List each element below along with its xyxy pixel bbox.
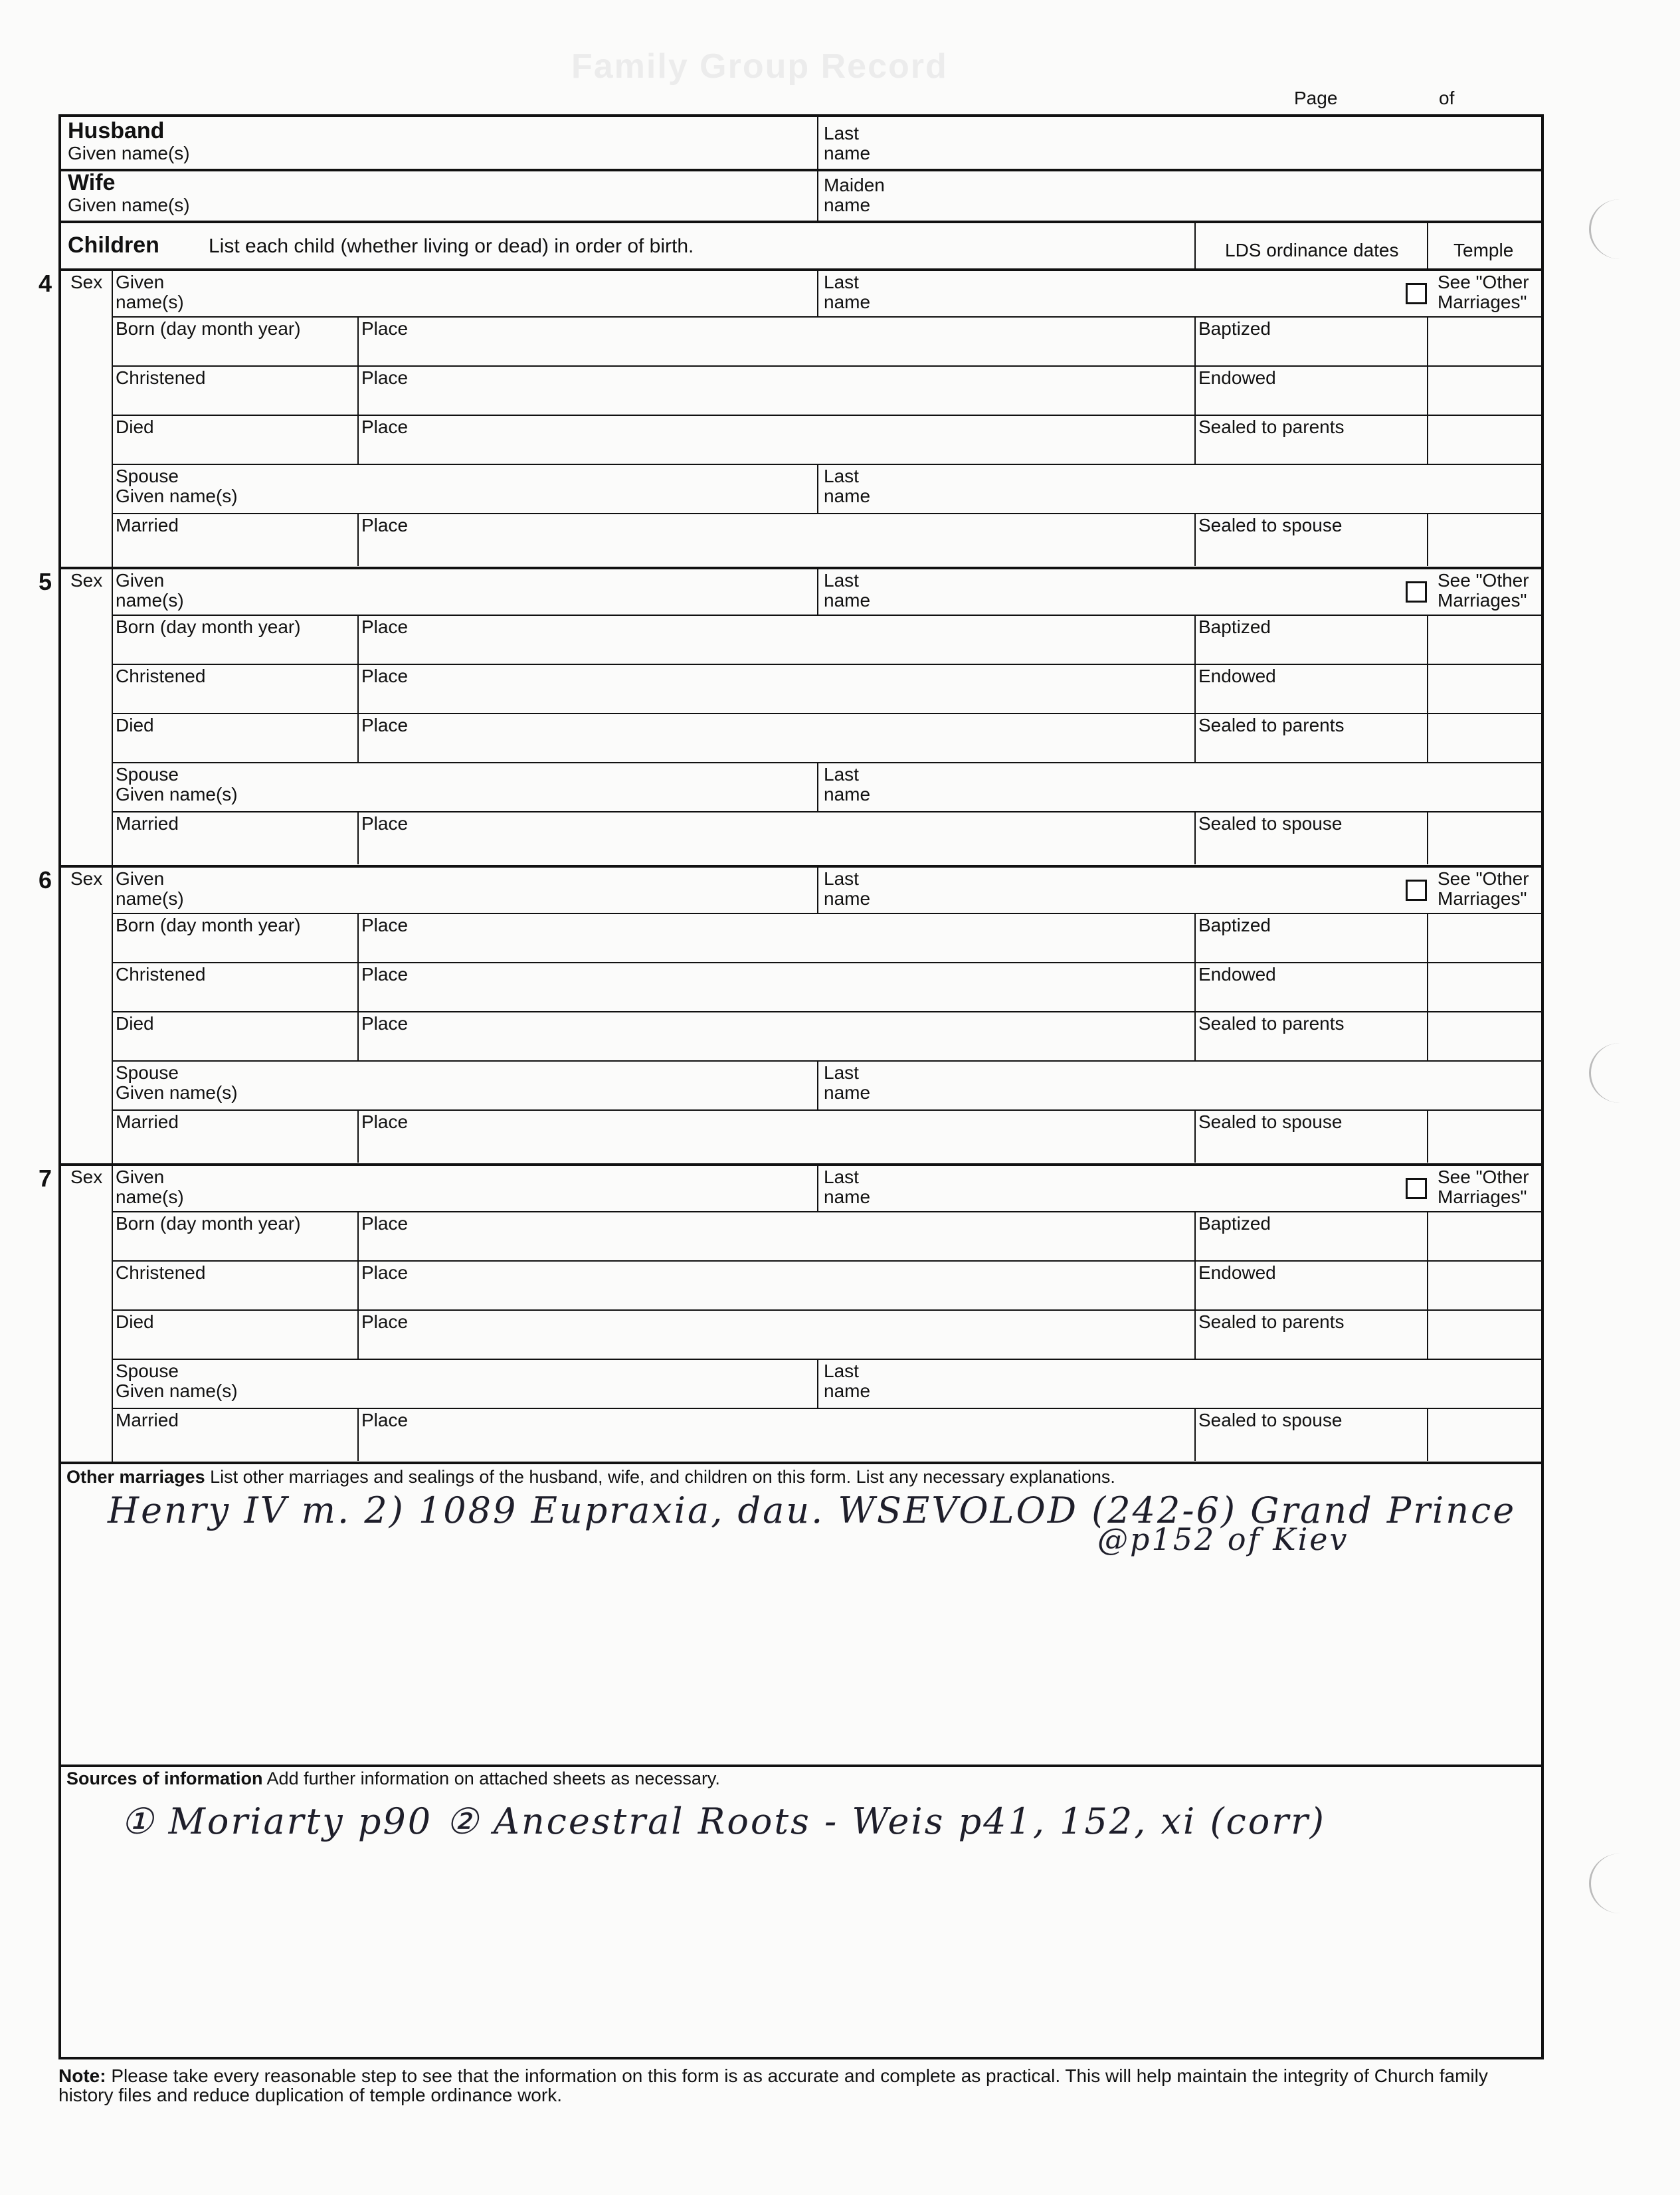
sealed-spouse-label: Sealed to spouse (1198, 1111, 1343, 1132)
spouse-label: Spouse (116, 1361, 179, 1381)
given-label: name(s) (116, 292, 184, 312)
divider (112, 268, 113, 316)
see-other-marriages-label: Marriages" (1438, 590, 1527, 611)
child-block (39, 268, 1541, 567)
temple-label: Temple (1453, 240, 1514, 260)
divider (1194, 365, 1196, 415)
divider (112, 415, 1541, 416)
spouse-last-label: Last (824, 764, 859, 785)
divider (1427, 1011, 1428, 1060)
sealed-parents-label: Sealed to parents (1198, 417, 1345, 437)
child-block (39, 865, 1541, 1163)
divider (112, 1260, 1541, 1262)
spouse-label: Given name(s) (116, 1082, 238, 1103)
note-text: Please take every reasonable step to see that the information on this form is as accurate and complete as practical. This will help maintain the integrity of Church family history files and reduce duplication of temple ordinance work. (58, 2065, 1488, 2105)
sources-section (66, 1768, 720, 1788)
divider (61, 268, 1541, 271)
husband-heading: Husband (68, 118, 165, 143)
divider (1194, 1109, 1196, 1163)
divider (1427, 1109, 1428, 1163)
endowed-label: Endowed (1198, 964, 1276, 985)
page-label: Page (1294, 88, 1338, 108)
divider (61, 865, 1541, 868)
christened-label: Christened (116, 367, 206, 388)
divider (112, 567, 113, 615)
see-other-marriages-label: See "Other (1438, 868, 1529, 889)
place-label: Place (361, 813, 409, 834)
husband-last-label: name (824, 143, 871, 163)
divider (817, 1359, 818, 1408)
see-other-marriages-label: See "Other (1438, 570, 1529, 591)
sealed-spouse-label: Sealed to spouse (1198, 515, 1343, 535)
place-label: Place (361, 367, 409, 388)
divider (1194, 1408, 1196, 1461)
place-label: Place (361, 1013, 409, 1034)
divider (357, 1211, 359, 1260)
spouse-label: Given name(s) (116, 486, 238, 506)
divider (1194, 1011, 1196, 1060)
see-other-marriages-label: Marriages" (1438, 1187, 1527, 1207)
divider (1427, 1211, 1428, 1260)
divider (112, 1211, 113, 1462)
other-marriages-handwriting: Henry IV m. 2) 1089 Eupraxia, dau. WSEVOLOD (242-6) Grand Prince (108, 1489, 1517, 1531)
divider (112, 1211, 1541, 1212)
born-label: Born (day month year) (116, 318, 301, 339)
divider (112, 1309, 1541, 1311)
last-label: name (824, 888, 871, 909)
baptized-label: Baptized (1198, 318, 1271, 339)
place-label: Place (361, 715, 409, 735)
divider (817, 865, 818, 913)
divider (1194, 316, 1196, 365)
given-label: Given (116, 868, 165, 889)
divider (112, 913, 113, 1163)
divider (357, 615, 359, 664)
divider (1194, 615, 1196, 664)
punch-hole (1589, 1854, 1651, 1913)
divider (357, 316, 359, 365)
sealed-spouse-label: Sealed to spouse (1198, 1410, 1343, 1430)
last-label: name (824, 292, 871, 312)
place-label: Place (361, 915, 409, 935)
sealed-parents-label: Sealed to parents (1198, 715, 1345, 735)
divider (1194, 221, 1196, 268)
divider (1427, 1260, 1428, 1309)
divider (112, 615, 1541, 616)
sealed-spouse-label: Sealed to spouse (1198, 813, 1343, 834)
divider (357, 1309, 359, 1359)
other-marriages-checkbox[interactable] (1406, 283, 1427, 304)
wife-given-label: Given name(s) (68, 195, 190, 215)
divider (817, 567, 818, 615)
family-group-form (39, 114, 1544, 2059)
divider (357, 962, 359, 1011)
other-marriages-checkbox[interactable] (1406, 1178, 1427, 1199)
divider (1194, 713, 1196, 762)
divider (1427, 316, 1428, 365)
divider (1194, 811, 1196, 864)
lds-ordinance-label: LDS ordinance dates (1225, 240, 1399, 260)
other-marriages-instruction: List other marriages and sealings of the husband, wife, and children on this form. List any necessary explanations. (210, 1467, 1115, 1487)
sources-instruction: Add further information on attached sheets as necessary. (266, 1768, 720, 1788)
divider (112, 865, 113, 913)
divider (112, 913, 1541, 914)
husband-given-label: Given name(s) (68, 143, 190, 163)
endowed-label: Endowed (1198, 1262, 1276, 1283)
given-label: name(s) (116, 888, 184, 909)
spouse-last-label: name (824, 784, 871, 805)
divider (357, 913, 359, 962)
divider (112, 811, 1541, 812)
child-block (39, 567, 1541, 865)
last-label: Last (824, 868, 859, 889)
divider (1194, 1211, 1196, 1260)
husband-last-label: Last (824, 123, 859, 143)
divider (61, 1462, 1541, 1464)
sources-heading: Sources of information (66, 1768, 263, 1788)
divider (1194, 1309, 1196, 1359)
spouse-last-label: name (824, 1082, 871, 1103)
christened-label: Christened (116, 964, 206, 985)
spouse-label: Given name(s) (116, 784, 238, 805)
see-other-marriages-label: Marriages" (1438, 292, 1527, 312)
divider (357, 1011, 359, 1060)
divider (61, 169, 1541, 171)
divider (112, 962, 1541, 963)
other-marriages-checkbox[interactable] (1406, 880, 1427, 901)
divider (1427, 1408, 1428, 1461)
divider (112, 1060, 1541, 1062)
wife-maiden-label: Maiden (824, 175, 885, 195)
divider (357, 1408, 359, 1461)
last-label: name (824, 1187, 871, 1207)
sealed-parents-label: Sealed to parents (1198, 1311, 1345, 1332)
christened-label: Christened (116, 1262, 206, 1283)
divider (817, 268, 818, 316)
divider (1427, 221, 1428, 268)
married-label: Married (116, 813, 179, 834)
spouse-label: Spouse (116, 1062, 179, 1083)
punch-hole (1589, 1043, 1651, 1103)
divider (357, 713, 359, 762)
place-label: Place (361, 1311, 409, 1332)
sealed-parents-label: Sealed to parents (1198, 1013, 1345, 1034)
place-label: Place (361, 515, 409, 535)
last-label: Last (824, 272, 859, 292)
born-label: Born (day month year) (116, 1213, 301, 1234)
died-label: Died (116, 715, 154, 735)
divider (112, 365, 1541, 367)
divider (112, 513, 1541, 514)
divider (112, 1408, 1541, 1409)
place-label: Place (361, 417, 409, 437)
died-label: Died (116, 1311, 154, 1332)
sex-label: Sex (70, 1167, 103, 1187)
see-other-marriages-label: Marriages" (1438, 888, 1527, 909)
spouse-last-label: name (824, 486, 871, 506)
divider (112, 1359, 1541, 1360)
divider (1194, 962, 1196, 1011)
spouse-last-label: Last (824, 466, 859, 486)
married-label: Married (116, 1410, 179, 1430)
child-number: 6 (39, 866, 52, 894)
divider (1194, 513, 1196, 566)
divider (112, 1011, 1541, 1012)
divider (112, 615, 113, 865)
divider (61, 1163, 1541, 1166)
spouse-last-label: Last (824, 1062, 859, 1083)
divider (112, 464, 1541, 465)
given-label: name(s) (116, 1187, 184, 1207)
born-label: Born (day month year) (116, 617, 301, 637)
divider (1427, 962, 1428, 1011)
see-other-marriages-label: See "Other (1438, 272, 1529, 292)
divider (1427, 615, 1428, 664)
note-label: Note: (58, 2065, 106, 2086)
child-number: 5 (39, 568, 52, 595)
born-label: Born (day month year) (116, 915, 301, 935)
last-label: Last (824, 570, 859, 591)
divider (1194, 664, 1196, 713)
married-label: Married (116, 515, 179, 535)
divider (61, 567, 1541, 569)
divider (357, 811, 359, 864)
spouse-label: Spouse (116, 466, 179, 486)
place-label: Place (361, 1111, 409, 1132)
given-label: Given (116, 570, 165, 591)
place-label: Place (361, 964, 409, 985)
other-marriages-heading: Other marriages (66, 1467, 205, 1487)
christened-label: Christened (116, 666, 206, 686)
given-label: name(s) (116, 590, 184, 611)
given-label: Given (116, 272, 165, 292)
punch-hole (1589, 199, 1651, 259)
sources-handwriting: ① Moriarty p90 ② Ancestral Roots - Weis p41, 152, xi (corr) (121, 1800, 1326, 1842)
divider (1194, 415, 1196, 464)
spouse-label: Given name(s) (116, 1381, 238, 1401)
divider (1427, 913, 1428, 962)
divider (112, 316, 113, 567)
divider (357, 365, 359, 415)
divider (61, 221, 1541, 223)
baptized-label: Baptized (1198, 1213, 1271, 1234)
spouse-last-label: name (824, 1381, 871, 1401)
divider (817, 1163, 818, 1211)
other-marriages-section (66, 1467, 1115, 1487)
see-other-marriages-label: See "Other (1438, 1167, 1529, 1187)
place-label: Place (361, 617, 409, 637)
divider (1427, 811, 1428, 864)
child-number: 7 (39, 1165, 52, 1192)
divider (1427, 664, 1428, 713)
endowed-label: Endowed (1198, 666, 1276, 686)
endowed-label: Endowed (1198, 367, 1276, 388)
place-label: Place (361, 666, 409, 686)
died-label: Died (116, 417, 154, 437)
divider (112, 1109, 1541, 1111)
died-label: Died (116, 1013, 154, 1034)
divider (112, 1163, 113, 1211)
divider (357, 1109, 359, 1163)
divider (61, 1765, 1541, 1767)
married-label: Married (116, 1111, 179, 1132)
divider (1194, 1260, 1196, 1309)
sex-label: Sex (70, 868, 103, 889)
divider (817, 1060, 818, 1109)
divider (817, 762, 818, 811)
note (58, 2066, 1544, 2105)
last-label: Last (824, 1167, 859, 1187)
wife-maiden-label: name (824, 195, 871, 215)
divider (112, 664, 1541, 665)
divider (357, 1260, 359, 1309)
children-instruction: List each child (whether living or dead) in order of birth. (209, 235, 694, 257)
divider (1427, 713, 1428, 762)
other-marriages-handwriting: @p152 of Kiev (1097, 1521, 1349, 1557)
divider (357, 664, 359, 713)
divider (1427, 513, 1428, 566)
place-label: Place (361, 1262, 409, 1283)
given-label: Given (116, 1167, 165, 1187)
wife-heading: Wife (68, 170, 116, 195)
divider (1427, 415, 1428, 464)
baptized-label: Baptized (1198, 617, 1271, 637)
sex-label: Sex (70, 570, 103, 591)
divider (357, 415, 359, 464)
ghost-title: Family Group Record (571, 47, 948, 86)
divider (357, 513, 359, 566)
divider (112, 713, 1541, 714)
place-label: Place (361, 1410, 409, 1430)
other-marriages-checkbox[interactable] (1406, 581, 1427, 603)
of-label: of (1439, 88, 1455, 108)
last-label: name (824, 590, 871, 611)
children-heading: Children (68, 233, 159, 258)
divider (1194, 913, 1196, 962)
divider (112, 316, 1541, 318)
divider (1427, 365, 1428, 415)
child-number: 4 (39, 270, 52, 297)
place-label: Place (361, 318, 409, 339)
child-block (39, 1163, 1541, 1462)
sex-label: Sex (70, 272, 103, 292)
divider (817, 464, 818, 513)
baptized-label: Baptized (1198, 915, 1271, 935)
divider (1427, 1309, 1428, 1359)
spouse-label: Spouse (116, 764, 179, 785)
spouse-last-label: Last (824, 1361, 859, 1381)
place-label: Place (361, 1213, 409, 1234)
divider (112, 762, 1541, 763)
